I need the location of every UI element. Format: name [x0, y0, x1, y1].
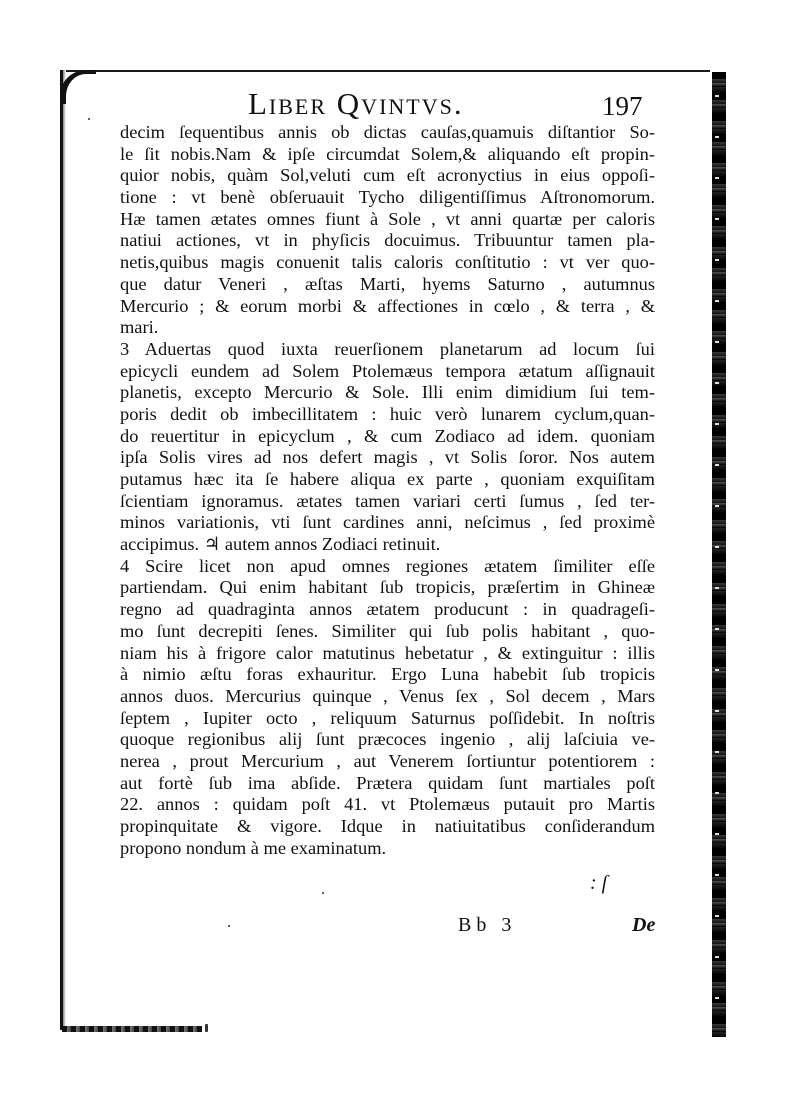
- running-head-title: Liber Qvintvs.: [248, 86, 464, 121]
- text-line: propono nondum à me examinatum.: [120, 837, 387, 858]
- scan-speck: [322, 892, 324, 894]
- text-line: regno ad quadraginta annos ætatem producunt : in quadrageſi-: [120, 599, 655, 620]
- text-line: annos duos. Mercurius quinque , Venus ſex , Sol decem , Mars: [120, 685, 655, 706]
- scan-speck: [205, 1024, 208, 1032]
- catchword: De: [632, 914, 656, 936]
- text-line: natiui actiones, vt in phyſicis docuimus. Tribuuntur tamen pla-: [120, 230, 655, 251]
- scan-speck: [228, 925, 230, 927]
- text-line: decim ſequentibus annis ob dictas cauſas,quamuis diſtantior So-: [120, 122, 655, 142]
- signature-mark: Bb 3: [458, 914, 517, 936]
- text-line: quoque regionibus alij ſunt præcoces ingenio , alij laſciuia ve-: [120, 729, 655, 750]
- text-line: minos variationis, vti ſunt cardines anni, neſcimus , ſed proximè: [120, 512, 655, 533]
- text-line: putamus hæc ita ſe habere aliqua ex parte , quoniam exquiſitam: [120, 469, 655, 489]
- book-gutter-shadow: [712, 72, 726, 1037]
- text-line: accipimus. ♃ autem annos Zodiaci retinuit.: [120, 534, 441, 555]
- text-line: mo ſunt decrepiti ſenes. Similiter qui ſub polis habitant , quo-: [120, 620, 655, 641]
- main-text: [120, 122, 655, 859]
- text-line: ſeptem , Iupiter octo , reliquum Saturnus poſſidebit. In noſtris: [120, 707, 655, 728]
- page-left-edge: [60, 70, 66, 1030]
- text-line: ipſa Solis vires ad nos defert magis , vt Solis ſoror. Nos autem: [120, 447, 655, 468]
- text-line: Hæ tamen ætates omnes fiunt à Sole , vt anni quartæ per caloris: [120, 208, 655, 229]
- text-line: le ſit nobis.Nam & ipſe circumdat Solem,& aliquando eſt propin-: [120, 143, 655, 164]
- text-line: que datur Veneri , æſtas Marti, hyems Saturno , autumnus: [120, 273, 655, 294]
- text-line: 4 Scire licet non apud omnes regiones ætatem ſimiliter eſſe: [120, 555, 655, 576]
- page-number: 197: [602, 91, 643, 121]
- text-line: netis,quibus magis conuenit talis caloris conſtitutio : vt ver quo-: [120, 252, 655, 273]
- text-line: propinquitate & vigore. Idque in natiuitatibus conſiderandum: [120, 816, 655, 836]
- scan-speck: [88, 118, 90, 120]
- page-top-edge: [62, 70, 710, 72]
- text-line: nerea , prout Mercurium , aut Venerem ſortiuntur potentiorem :: [120, 750, 655, 771]
- page-bottom-edge: [62, 1026, 202, 1032]
- stray-ink-mark: : ſ: [590, 872, 608, 894]
- text-line: quior nobis, quàm Sol,veluti cum eſt acronyctius in eius oppoſi-: [120, 165, 655, 186]
- text-line: 3 Aduertas quod iuxta reuerſionem planetarum ad locum ſui: [120, 338, 655, 359]
- text-line: do reuertitur in epicyclum , & cum Zodiaco ad idem. quoniam: [120, 425, 655, 446]
- text-line: à nimio æſtu foras exhauritur. Ergo Luna habebit ſub tropicis: [120, 664, 655, 685]
- text-line: Mercurio ; & eorum morbi & affectiones in cœlo , & terra , &: [120, 295, 655, 316]
- text-line: planetis, excepto Mercurio & Sole. Illi enim dimidium ſui tem-: [120, 382, 655, 403]
- text-line: partiendam. Qui enim habitant ſub tropicis, præſertim in Ghineæ: [120, 577, 655, 598]
- text-line: niam his à frigore calor matutinus hebetatur , & extinguitur : illis: [120, 642, 655, 663]
- text-line: ſcientiam ignoramus. ætates tamen variari certi ſumus , ſed ter-: [120, 490, 655, 511]
- text-line: 22. annos : quidam poſt 41. vt Ptolemæus putauit pro Martis: [120, 794, 655, 815]
- text-line: tione : vt benè obſeruauit Tycho diligentiſſimus Aſtronomorum.: [120, 187, 655, 208]
- text-line: epicycli eundem ad Solem Ptolemæus tempora ætatum aſſignauit: [120, 360, 655, 381]
- text-line: mari.: [120, 317, 159, 338]
- text-line: aut fortè ſub ima abſide. Prætera quidam ſunt martiales poſt: [120, 772, 655, 793]
- text-line: poris dedit ob imbecillitatem : huic verò lunarem cyclum,quan-: [120, 403, 655, 424]
